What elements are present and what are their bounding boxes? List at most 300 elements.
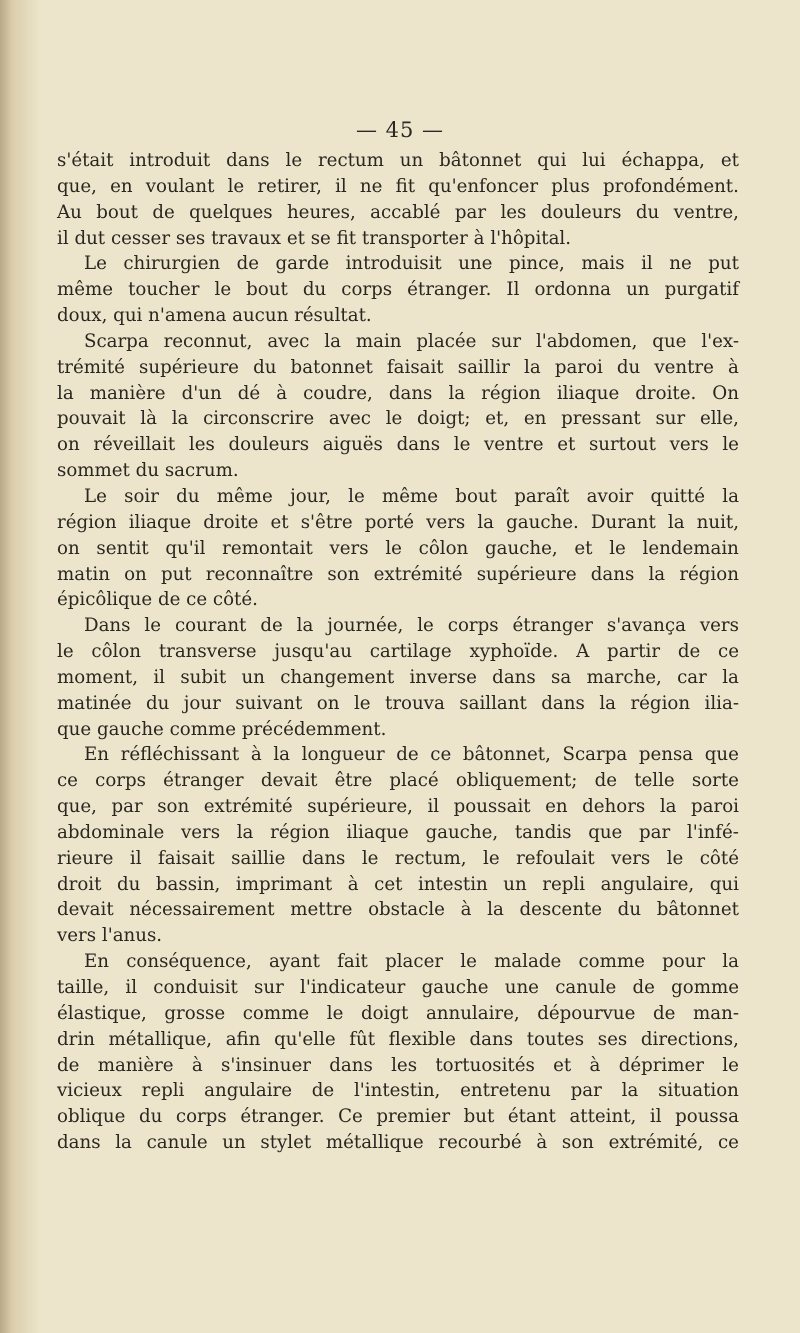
word: du xyxy=(635,201,660,223)
word: stylet xyxy=(260,1132,312,1154)
word: heures, xyxy=(286,201,356,223)
word: supérieure xyxy=(476,563,577,585)
word: le xyxy=(227,175,245,197)
text-line xyxy=(57,742,739,768)
word: la xyxy=(599,692,616,714)
word: iliaque xyxy=(556,382,620,404)
word: main xyxy=(355,330,402,352)
word: coudre, xyxy=(303,382,373,404)
word: ses xyxy=(597,1028,628,1050)
text-line xyxy=(57,768,739,794)
word: son xyxy=(327,563,360,585)
word: bout xyxy=(96,201,138,223)
word: n'amena xyxy=(148,305,227,327)
word: moment, xyxy=(57,666,139,688)
word: l'indicateur xyxy=(300,977,406,998)
word: iliaque xyxy=(346,821,409,843)
word: fût xyxy=(349,1028,376,1050)
word: droit xyxy=(57,873,102,895)
word: doigt; xyxy=(417,408,471,430)
word: le xyxy=(57,641,74,663)
word: même xyxy=(382,485,439,507)
word: et xyxy=(286,227,305,249)
word: de xyxy=(653,1002,676,1024)
word: région xyxy=(270,821,330,843)
word: tortuosités xyxy=(435,1054,535,1076)
word: lendemain xyxy=(642,537,739,559)
text-line xyxy=(57,510,739,536)
word: les xyxy=(500,201,527,223)
word: journée, xyxy=(327,615,404,637)
word: se xyxy=(310,227,331,249)
word: ventre xyxy=(484,434,544,456)
word: obstacle xyxy=(368,899,445,921)
word: pince, xyxy=(508,253,565,275)
word: changement xyxy=(280,666,395,688)
word: la xyxy=(722,485,739,507)
word: drin xyxy=(57,1028,95,1050)
word: cesser xyxy=(110,227,171,249)
word: purgatif xyxy=(664,279,739,301)
word: la xyxy=(659,796,677,818)
word: gomme xyxy=(671,977,739,998)
word: et xyxy=(720,150,739,171)
word: angulaire, xyxy=(600,873,695,895)
text-line xyxy=(57,1027,739,1053)
word: s'était xyxy=(57,150,114,171)
word: recourbé xyxy=(438,1132,522,1154)
body-text xyxy=(57,148,739,1156)
word: sentit xyxy=(96,537,149,559)
word: Durant xyxy=(590,511,656,533)
word: de xyxy=(311,1080,335,1102)
word: Scarpa xyxy=(562,744,628,766)
text-line xyxy=(57,329,739,355)
word: et xyxy=(553,1054,572,1076)
word: manière xyxy=(97,1054,174,1076)
word: un xyxy=(399,150,424,171)
word: du xyxy=(616,356,641,378)
text-line xyxy=(57,949,739,975)
word: gauche. xyxy=(506,511,579,533)
word: une xyxy=(504,977,539,998)
word: rieure xyxy=(57,847,114,869)
word: trouva xyxy=(385,692,445,714)
word: l'anus. xyxy=(101,925,163,947)
text-line xyxy=(57,691,739,717)
word: vers xyxy=(180,821,221,843)
word: il xyxy=(427,796,440,818)
word: dans xyxy=(388,382,433,404)
word: elle, xyxy=(699,408,739,430)
word: vers xyxy=(329,537,369,559)
word: jour, xyxy=(290,485,331,507)
word: du xyxy=(135,460,160,482)
word: saillir xyxy=(457,356,510,378)
word: à xyxy=(728,356,739,378)
word: dé xyxy=(237,382,261,404)
word: quelques xyxy=(189,201,273,223)
word: plus xyxy=(551,175,590,197)
word: le xyxy=(460,951,477,973)
word: avoir xyxy=(586,485,634,507)
word: un xyxy=(626,279,650,301)
text-line xyxy=(57,587,739,613)
word: saillant xyxy=(459,692,527,714)
word: de xyxy=(594,770,617,792)
word: à xyxy=(347,873,359,895)
word: une xyxy=(458,253,493,275)
word: le xyxy=(417,615,434,637)
word: le xyxy=(609,537,626,559)
word: la xyxy=(477,511,495,533)
word: pressant xyxy=(561,408,641,430)
word: côté xyxy=(699,847,739,869)
word: qu'elle xyxy=(274,1028,336,1050)
word: matinée xyxy=(57,692,132,714)
word: vers xyxy=(57,925,97,947)
word: manière xyxy=(89,382,166,404)
word: dehors xyxy=(582,796,646,818)
word: résultat. xyxy=(294,305,372,327)
word: là xyxy=(140,408,157,430)
word: on xyxy=(57,537,80,559)
text-line xyxy=(57,665,739,691)
word: jour xyxy=(183,692,221,714)
word: par xyxy=(570,1080,602,1102)
word: comme xyxy=(242,1002,310,1024)
word: tandis xyxy=(514,821,572,843)
word: doigt xyxy=(360,1002,409,1024)
word: corps xyxy=(175,1106,227,1128)
word: sur xyxy=(254,977,284,998)
word: l'infé- xyxy=(686,821,739,843)
word: rectum xyxy=(317,150,384,171)
word: côlon xyxy=(91,641,142,663)
word: ayant xyxy=(268,951,320,973)
word: put xyxy=(708,253,739,275)
text-line xyxy=(57,355,739,381)
word: fit xyxy=(336,227,357,249)
word: nécessairement xyxy=(129,899,275,921)
word: dans xyxy=(396,434,441,456)
word: de xyxy=(260,615,283,637)
word: être xyxy=(334,770,373,792)
word: paroi xyxy=(554,356,603,378)
word: obliquement; xyxy=(455,770,578,792)
word: un xyxy=(241,666,265,688)
word: dans xyxy=(469,1028,514,1050)
word: du xyxy=(302,279,327,301)
text-line xyxy=(57,226,739,252)
word: travaux xyxy=(211,227,282,249)
word: accablé xyxy=(370,201,441,223)
word: la xyxy=(524,356,541,378)
text-line xyxy=(57,458,739,484)
word: et xyxy=(557,434,576,456)
word: à xyxy=(589,1054,601,1076)
word: ce xyxy=(186,589,208,611)
word: le xyxy=(144,615,162,637)
word: profondément. xyxy=(602,175,739,197)
word: la xyxy=(448,382,466,404)
word: il xyxy=(125,977,138,998)
word: soir xyxy=(124,485,159,507)
word: but xyxy=(463,1106,495,1128)
word: sommet xyxy=(57,460,130,482)
word: dans xyxy=(492,666,536,688)
word: extrémité, xyxy=(608,1132,704,1154)
word: bâtonnet, xyxy=(462,744,551,766)
word: côlon xyxy=(418,537,469,559)
word: pouvait xyxy=(57,408,126,430)
word: Scarpa xyxy=(84,330,149,352)
text-line xyxy=(57,174,739,200)
word: précédemment. xyxy=(241,718,387,740)
word: la xyxy=(171,408,189,430)
word: paroi xyxy=(691,796,739,818)
text-line xyxy=(57,381,739,407)
text-line xyxy=(57,639,739,665)
word: par xyxy=(111,796,143,818)
word: du xyxy=(116,873,141,895)
word: supérieure xyxy=(139,356,239,378)
word: avec xyxy=(328,408,371,430)
word: poussa xyxy=(675,1106,739,1128)
word: ne xyxy=(359,175,383,197)
word: le xyxy=(214,279,232,301)
word: de xyxy=(632,977,655,998)
word: il xyxy=(649,1106,662,1128)
word: repli xyxy=(542,873,586,895)
word: Au xyxy=(57,201,82,223)
word: fit xyxy=(395,175,416,197)
word: de xyxy=(157,589,181,611)
word: lui xyxy=(582,150,606,171)
word: partir xyxy=(607,641,661,663)
word: que xyxy=(588,821,623,843)
word: atteint, xyxy=(569,1106,637,1128)
word: poussait xyxy=(453,796,531,818)
word: dans xyxy=(590,563,635,585)
word: du xyxy=(617,899,642,921)
word: d'un xyxy=(181,382,222,404)
word: en xyxy=(523,408,547,430)
word: voulant xyxy=(145,175,215,197)
word: la xyxy=(722,951,739,973)
word: sur xyxy=(491,330,522,352)
word: de xyxy=(236,253,260,275)
word: rectum, xyxy=(394,847,467,869)
word: réveillait xyxy=(93,434,176,456)
word: de xyxy=(152,201,175,223)
word: s'insinuer xyxy=(221,1054,311,1076)
word: il xyxy=(641,253,653,275)
word: la xyxy=(621,1080,639,1102)
word: région xyxy=(57,511,117,533)
text-line xyxy=(57,536,739,562)
word: placée xyxy=(416,330,477,352)
word: le xyxy=(483,847,500,869)
word: qu'enfoncer xyxy=(428,175,539,197)
word: du xyxy=(253,356,277,378)
word: la xyxy=(487,899,504,921)
word: gauche xyxy=(96,718,164,740)
word: malade xyxy=(494,951,562,973)
word: ce xyxy=(430,744,452,766)
word: reconnut, xyxy=(163,330,253,352)
word: de xyxy=(677,641,701,663)
page-number: — 45 — xyxy=(355,118,445,142)
word: même xyxy=(57,279,114,301)
word: étranger. xyxy=(407,279,492,301)
text-line xyxy=(57,613,739,639)
word: son xyxy=(561,1132,594,1154)
word: conduisit xyxy=(153,977,238,998)
word: dans xyxy=(301,847,346,869)
text-line xyxy=(57,897,739,923)
word: paraît xyxy=(514,485,570,507)
word: il xyxy=(335,175,347,197)
word: cet xyxy=(374,873,403,895)
word: sacrum. xyxy=(164,460,239,482)
word: étant xyxy=(507,1106,556,1128)
text-line xyxy=(57,1104,739,1130)
word: gauche, xyxy=(425,821,499,843)
word: épicôlique xyxy=(57,589,153,611)
word: afin xyxy=(225,1028,261,1050)
word: pour xyxy=(662,951,706,973)
word: xyphoïde. xyxy=(469,641,559,663)
word: droite. xyxy=(635,382,697,404)
word: et xyxy=(270,511,289,533)
word: ne xyxy=(669,253,692,275)
word: bâtonnet xyxy=(656,899,739,921)
word: et, xyxy=(485,408,510,430)
text-line xyxy=(57,1053,739,1079)
word: dut xyxy=(74,227,106,249)
word: dans xyxy=(57,1132,101,1154)
word: Dans xyxy=(84,615,131,637)
text-line xyxy=(57,975,739,1001)
word: il xyxy=(129,847,142,869)
word: métallique, xyxy=(108,1028,213,1050)
word: chirurgien xyxy=(123,253,221,275)
word: vers xyxy=(426,511,466,533)
word: douleurs xyxy=(540,201,622,223)
word: A xyxy=(576,641,590,663)
word: la xyxy=(273,744,290,766)
word: étranger. xyxy=(240,1106,325,1128)
word: matin xyxy=(57,563,110,585)
word: garde xyxy=(275,253,330,275)
word: refoulait xyxy=(516,847,595,869)
word: que, xyxy=(57,175,97,197)
word: flexible xyxy=(388,1028,456,1050)
word: remontait xyxy=(222,537,313,559)
text-line xyxy=(57,406,739,432)
word: à xyxy=(250,744,262,766)
word: s'être xyxy=(300,511,353,533)
word: put xyxy=(160,563,192,585)
word: ordonna xyxy=(534,279,612,301)
word: telle xyxy=(634,770,675,792)
word: la xyxy=(57,382,74,404)
word: la xyxy=(667,511,685,533)
word: saillie xyxy=(231,847,286,869)
word: placé xyxy=(389,770,439,792)
word: de xyxy=(396,744,419,766)
word: gauche xyxy=(421,977,489,998)
word: ventre xyxy=(654,356,714,378)
word: entretenu xyxy=(460,1080,551,1102)
word: En xyxy=(84,744,109,766)
word: premier xyxy=(376,1106,451,1128)
word: et xyxy=(574,537,593,559)
word: iliaque xyxy=(128,511,192,533)
word: qui xyxy=(709,873,739,895)
text-line xyxy=(57,432,739,458)
text-line xyxy=(57,820,739,846)
word: du xyxy=(176,485,200,507)
word: toucher xyxy=(128,279,200,301)
word: le xyxy=(453,434,471,456)
word: sa xyxy=(551,666,572,688)
text-line xyxy=(57,484,739,510)
text-line xyxy=(57,717,739,743)
word: les xyxy=(188,434,215,456)
word: repli xyxy=(141,1080,185,1102)
word: par xyxy=(454,201,487,223)
word: s'avança xyxy=(606,615,686,637)
word: le xyxy=(285,150,303,171)
word: à xyxy=(473,227,485,249)
word: côté. xyxy=(212,589,258,611)
word: on xyxy=(124,563,147,585)
word: l'ex- xyxy=(701,330,739,352)
text-line xyxy=(57,1001,739,1027)
word: de xyxy=(57,1054,80,1076)
word: extrémité xyxy=(203,796,293,818)
text-line xyxy=(57,923,739,949)
word: car xyxy=(677,666,707,688)
word: étranger xyxy=(512,615,593,637)
text-line xyxy=(57,303,739,329)
word: retirer, xyxy=(257,175,322,197)
word: corps xyxy=(95,770,146,792)
word: placer xyxy=(385,951,444,973)
word: faisait xyxy=(386,356,444,378)
text-line xyxy=(57,872,739,898)
word: la xyxy=(236,821,254,843)
word: qui xyxy=(113,305,143,327)
word: jusqu'au xyxy=(274,641,352,663)
word: ventre, xyxy=(673,201,739,223)
word: reconnaître xyxy=(205,563,314,585)
text-line xyxy=(57,1130,739,1156)
word: son xyxy=(157,796,190,818)
word: Le xyxy=(84,253,107,275)
word: que, xyxy=(57,796,97,818)
word: aucun xyxy=(232,305,289,327)
word: le xyxy=(385,537,402,559)
word: l'intestin, xyxy=(353,1080,441,1102)
word: on xyxy=(57,434,80,456)
text-line xyxy=(57,846,739,872)
word: dans xyxy=(329,1054,373,1076)
word: batonnet xyxy=(290,356,373,378)
word: un xyxy=(503,873,527,895)
